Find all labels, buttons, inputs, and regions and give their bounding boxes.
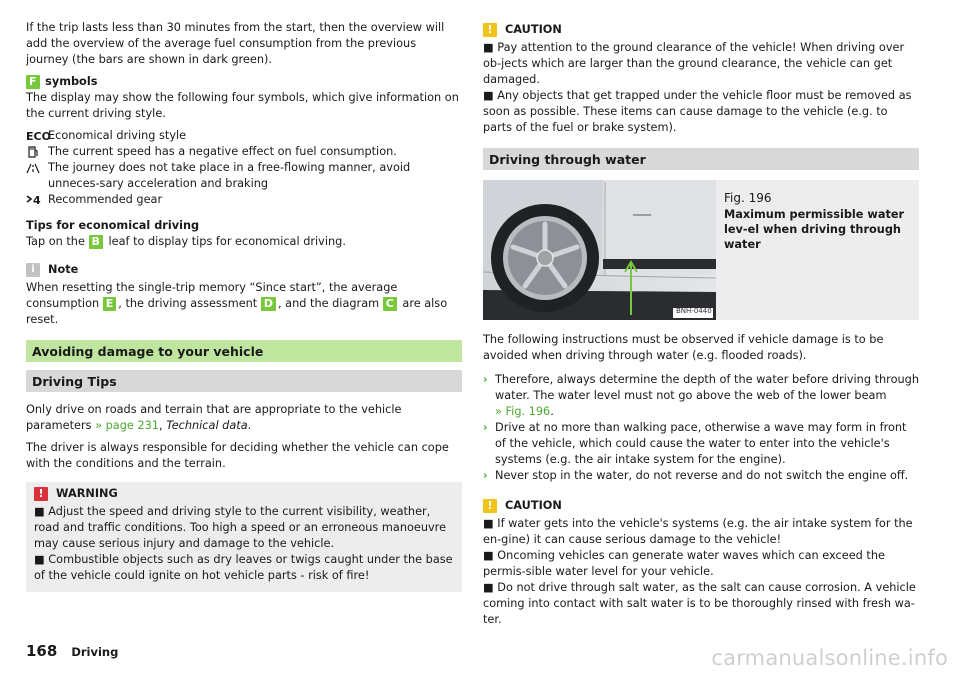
symbol-row-fuel: [26, 144, 462, 160]
caution-icon: !: [483, 23, 497, 37]
note-text-4: are also reset.: [26, 297, 448, 326]
warning-title: WARNING: [56, 487, 118, 500]
water-intro-paragraph: The following instructions must be observed if vehicle damage is to be avoided when driving through water (e.g. flooded roads).: [483, 333, 884, 362]
note-text-3: , and the diagram: [277, 297, 380, 310]
list-item: [483, 468, 919, 484]
chapter-label: Driving: [71, 645, 119, 659]
comma: ,: [159, 419, 163, 432]
f-symbols-title: symbols: [45, 75, 98, 88]
chevron-right-icon: ›: [483, 421, 488, 434]
note-text-1: When resetting the single-trip memory “Since start”, the average consumption: [26, 281, 398, 310]
symbol-text: The current speed has a negative effect on fuel consumption.: [48, 145, 397, 158]
period: .: [550, 405, 554, 418]
caution-title: CAUTION: [505, 23, 562, 36]
gear-arrow-icon: [26, 192, 48, 206]
bullet-text: Therefore, always determine the depth of the water before driving through water. The water level must not go above the web of the lower beam: [495, 373, 919, 402]
chevron-right-icon: ›: [483, 373, 488, 386]
driving-tips-paragraph-2: The driver is always responsible for deciding whether the vehicle can cope with the conditions and the terrain.: [26, 441, 449, 470]
driving-tips-text: Only drive on roads and terrain that are appropriate to the vehicle parameters: [26, 403, 402, 432]
note-title: Note: [48, 263, 79, 276]
note-paragraph: [26, 280, 462, 328]
intro-paragraph: If the trip lasts less than 30 minutes from the start, then the overview will add the overview of the average fuel consumption from the previous journey (the bars are shown in dark green).: [26, 21, 445, 66]
e-tag: E: [103, 297, 117, 311]
list-item-text: [495, 372, 919, 420]
symbol-text: Economical driving style: [48, 129, 187, 142]
warning-icon: !: [34, 487, 48, 501]
section-heading-driving-tips: Driving Tips: [26, 370, 462, 392]
period: .: [247, 419, 252, 432]
symbol-text: Recommended gear: [48, 193, 163, 206]
figure-title: Maximum permissible water lev-el when driving through water: [724, 208, 905, 251]
technical-data-ref: Technical data: [166, 419, 248, 432]
page-link[interactable]: » page 231: [95, 419, 159, 432]
d-tag: D: [261, 297, 276, 311]
section-heading-driving-through-water: Driving through water: [483, 148, 919, 170]
caution-item: ■ Any objects that get trapped under the vehicle floor must be removed as soon as possible. These items can cause damage to the vehicle (e.g. to parts of the fuel or brake system).: [483, 89, 912, 134]
warning-item: ■ Adjust the speed and driving style to the current visibility, weather, road and traffic conditions. Too high a speed or an erroneous manoeuvre may cause serious injury and damage to the vehicle.: [34, 505, 447, 550]
b-tag: B: [89, 235, 103, 249]
page-number: 168: [26, 642, 58, 660]
list-item: [483, 372, 919, 420]
note-text-2: , the driving assessment: [118, 297, 258, 310]
f-symbols-heading: [26, 74, 462, 90]
bullet-text: Drive at no more than walking pace, otherwise a wave may form in front of the vehicle, which could cause the water to enter into the vehicle's systems (e.g. the air intake system for the engine).: [495, 421, 907, 466]
list-item: [483, 420, 919, 468]
watermark: carmanualsonline.info: [711, 646, 948, 670]
figure-code: BNH-0440: [676, 307, 712, 315]
warning-heading: [34, 486, 454, 502]
c-tag: C: [383, 297, 397, 311]
symbol-text: The journey does not take place in a free-flowing manner, avoid unneces-sary acceleration and braking: [48, 161, 411, 190]
caution-heading: [483, 498, 919, 514]
svg-text:ECO: ECO: [26, 130, 51, 143]
caution-item: ■ If water gets into the vehicle's systems (e.g. the air intake system for the en-gine) it can cause serious damage to the vehicle!: [483, 517, 913, 546]
caution-box-1: [483, 20, 919, 136]
figure-caption: [716, 180, 919, 320]
car-wheel-svg: [483, 180, 716, 320]
tips-title: Tips for economical driving: [26, 219, 200, 232]
caution-item: ■ Oncoming vehicles can generate water waves which can exceed the permis-sible water level for your vehicle.: [483, 549, 885, 578]
right-column: [483, 20, 919, 628]
bullet-text: Never stop in the water, do not reverse and do not switch the engine off.: [495, 469, 909, 482]
caution-heading: [483, 22, 919, 38]
figure-196: [483, 180, 919, 320]
caution-icon: !: [483, 499, 497, 513]
caution-title: CAUTION: [505, 499, 562, 512]
svg-text:4: 4: [33, 194, 41, 207]
page-footer: [26, 643, 118, 660]
f-symbols-description: The display may show the following four symbols, which give information on the current driving style.: [26, 91, 459, 120]
symbol-row-eco: [26, 128, 462, 144]
caution-box-2: [483, 496, 919, 628]
section-heading-avoiding-damage: Avoiding damage to your vehicle: [26, 340, 462, 362]
left-column: [26, 20, 462, 592]
info-icon: i: [26, 263, 40, 277]
tips-post: leaf to display tips for economical driving.: [108, 235, 346, 248]
caution-item: ■ Pay attention to the ground clearance of the vehicle! When driving over ob-jects which are larger than the ground clearance, the vehicle can get damaged.: [483, 41, 905, 86]
road-icon: [26, 160, 48, 175]
chevron-right-icon: ›: [483, 469, 488, 482]
warning-item: ■ Combustible objects such as dry leaves or twigs caught under the base of the vehicle could ignite on hot vehicle parts - risk of fire!: [34, 553, 453, 582]
figure-link[interactable]: » Fig. 196: [495, 405, 551, 418]
eco-icon: [26, 128, 51, 143]
tips-pre: Tap on the: [26, 235, 85, 248]
fuel-drop-icon: [26, 144, 48, 159]
warning-box: [26, 482, 462, 592]
symbol-row-road: [26, 160, 462, 192]
f-tag: F: [26, 75, 40, 89]
tips-paragraph: [26, 234, 462, 250]
figure-number: Fig. 196: [724, 191, 772, 205]
symbol-row-gear: [26, 192, 462, 208]
driving-tips-paragraph-1: [26, 402, 462, 434]
car-wheel-illustration: [483, 180, 716, 320]
note-heading: [26, 262, 462, 278]
caution-item: ■ Do not drive through salt water, as the salt can cause corrosion. A vehicle coming into contact with salt water is to be thoroughly rinsed with fresh wa-ter.: [483, 581, 916, 626]
